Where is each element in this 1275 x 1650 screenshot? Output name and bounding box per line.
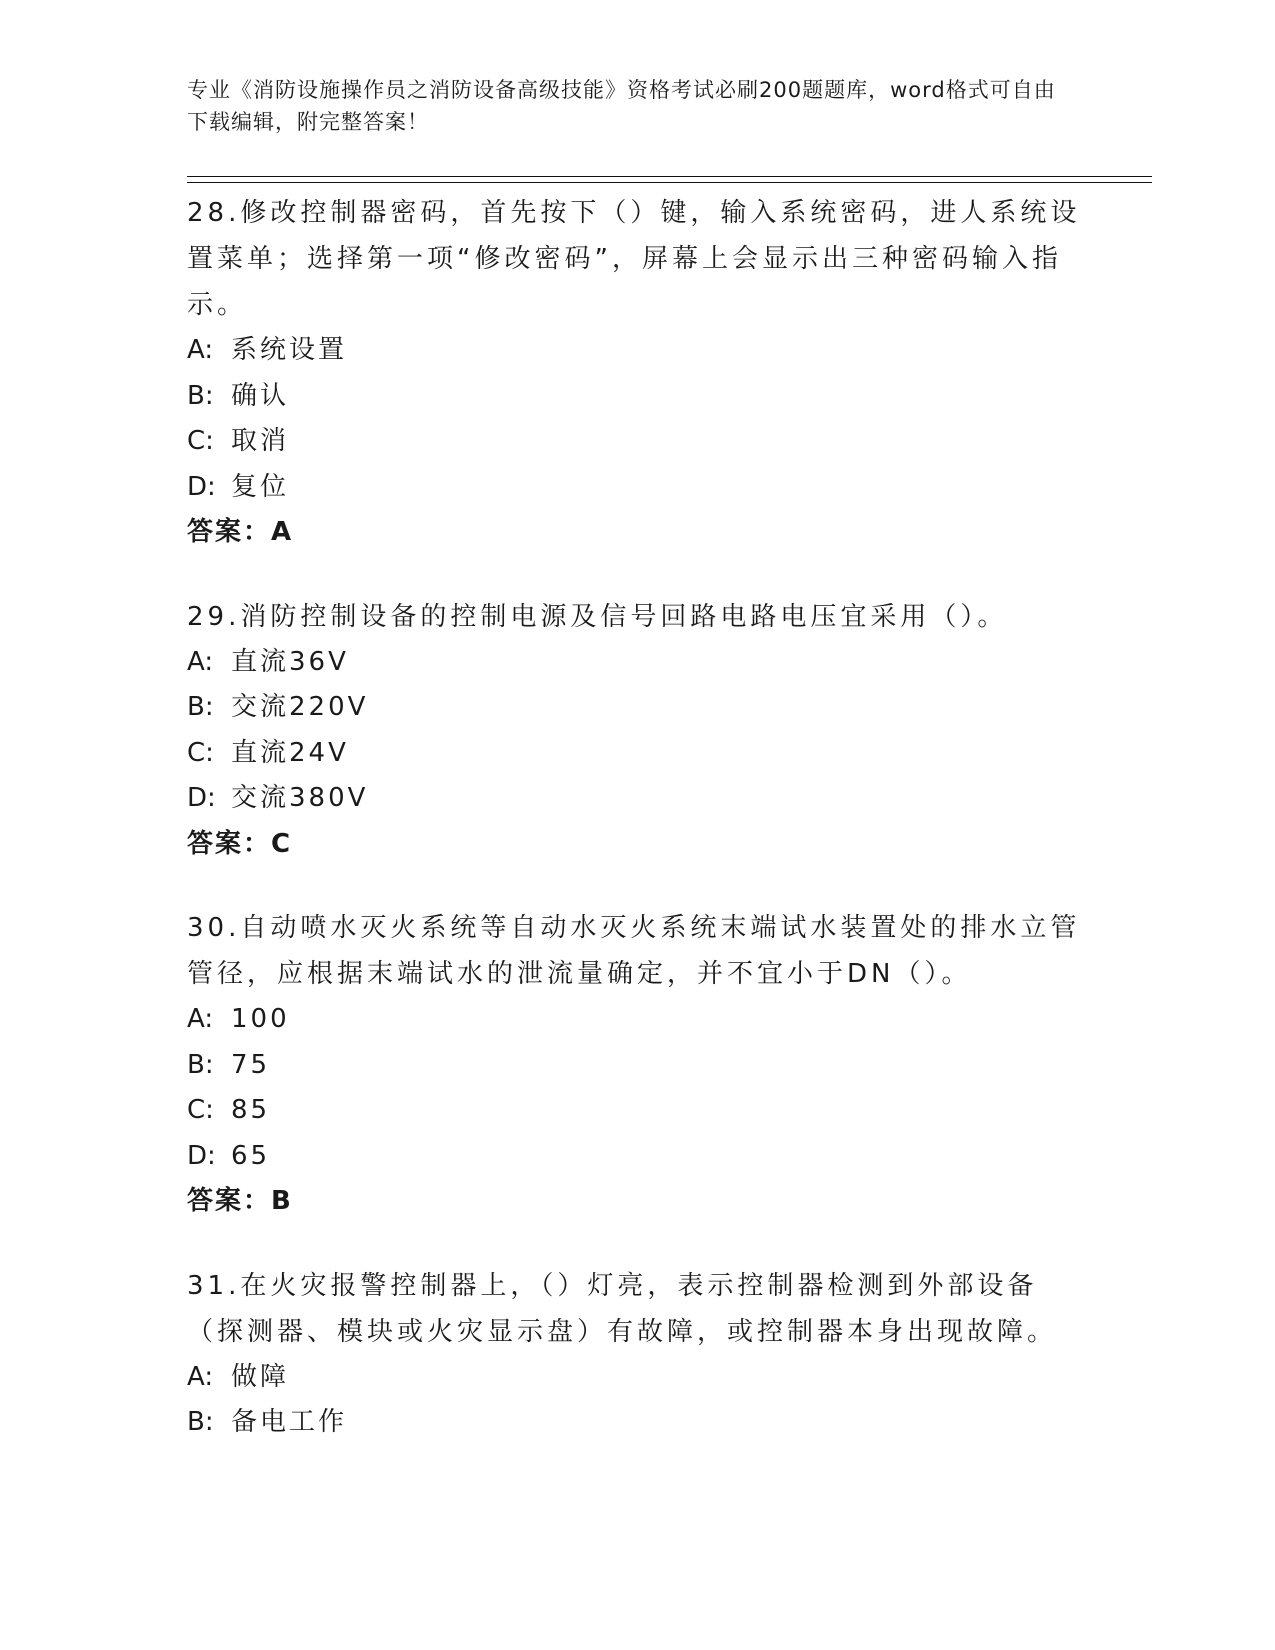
option-text: 确认 xyxy=(231,380,290,411)
question-30 xyxy=(187,905,1087,1225)
option-b xyxy=(187,1400,1087,1446)
header-rule-bottom xyxy=(187,182,1152,183)
question-stem: 29.消防控制设备的控制电源及信号回路电路电压宜采用（）。 xyxy=(187,601,1008,632)
option-text: 交流220V xyxy=(231,692,369,722)
option-text: 直流36V xyxy=(231,646,349,677)
option-key: C: xyxy=(187,737,214,768)
option-c xyxy=(187,419,1087,465)
option-text: 做障 xyxy=(231,1361,290,1392)
question-stem: 31.在火灾报警控制器上，（）灯亮，表示控制器检测到外部设备（探测器、模块或火灾显示盘）有故障，或控制器本身出现故障。 xyxy=(187,1270,1058,1347)
option-key: B: xyxy=(187,380,214,411)
option-text: 85 xyxy=(231,1095,271,1125)
question-stem: 30.自动喷水灭火系统等自动水灭火系统末端试水装置处的排水立管管径，应根据末端试水的泄流量确定，并不宜小于DN（）。 xyxy=(187,913,1081,989)
question-31 xyxy=(187,1263,1087,1446)
option-text: 65 xyxy=(231,1140,271,1171)
option-d xyxy=(187,776,1087,822)
option-key: D: xyxy=(187,783,216,813)
option-b xyxy=(187,374,1087,420)
option-key: C: xyxy=(187,426,214,456)
option-key: A: xyxy=(187,646,214,677)
question-list xyxy=(187,190,1087,1484)
option-text: 交流380V xyxy=(231,783,369,813)
option-a xyxy=(187,997,1087,1043)
option-c xyxy=(187,1088,1087,1134)
option-text: 直流24V xyxy=(231,737,349,768)
option-b xyxy=(187,685,1087,731)
option-d xyxy=(187,1134,1087,1180)
option-text: 系统设置 xyxy=(231,335,348,365)
option-key: A: xyxy=(187,1004,214,1034)
option-key: C: xyxy=(187,1095,214,1125)
question-stem: 28.修改控制器密码，首先按下（）键，输入系统密码，进人系统设置菜单；选择第一项“修改密码”，屏幕上会显示出三种密码输入指示。 xyxy=(187,198,1081,320)
option-key: B: xyxy=(187,1049,214,1080)
option-text: 复位 xyxy=(231,471,290,502)
option-c xyxy=(187,731,1087,777)
header-rule-top xyxy=(187,176,1152,177)
option-text: 取消 xyxy=(231,426,290,456)
option-key: D: xyxy=(187,1140,216,1171)
option-key: B: xyxy=(187,692,214,722)
question-29 xyxy=(187,594,1087,868)
option-key: A: xyxy=(187,335,214,365)
option-key: A: xyxy=(187,1361,214,1392)
option-key: D: xyxy=(187,471,216,502)
option-a xyxy=(187,1355,1087,1401)
document-header xyxy=(187,74,1067,138)
header-text: 专业《消防设施操作员之消防设备高级技能》资格考试必刷200题题库，word格式可自由下载编辑，附完整答案！ xyxy=(187,78,1056,134)
option-d xyxy=(187,465,1087,511)
option-text: 75 xyxy=(231,1049,271,1080)
option-a xyxy=(187,328,1087,374)
answer-line: 答案：B xyxy=(187,1186,293,1216)
option-key: B: xyxy=(187,1407,214,1437)
option-a xyxy=(187,640,1087,686)
option-text: 备电工作 xyxy=(231,1407,348,1437)
option-b xyxy=(187,1043,1087,1089)
answer-line: 答案：A xyxy=(187,517,294,547)
answer-line: 答案：C xyxy=(187,828,293,859)
option-text: 100 xyxy=(231,1004,290,1034)
question-28 xyxy=(187,190,1087,556)
